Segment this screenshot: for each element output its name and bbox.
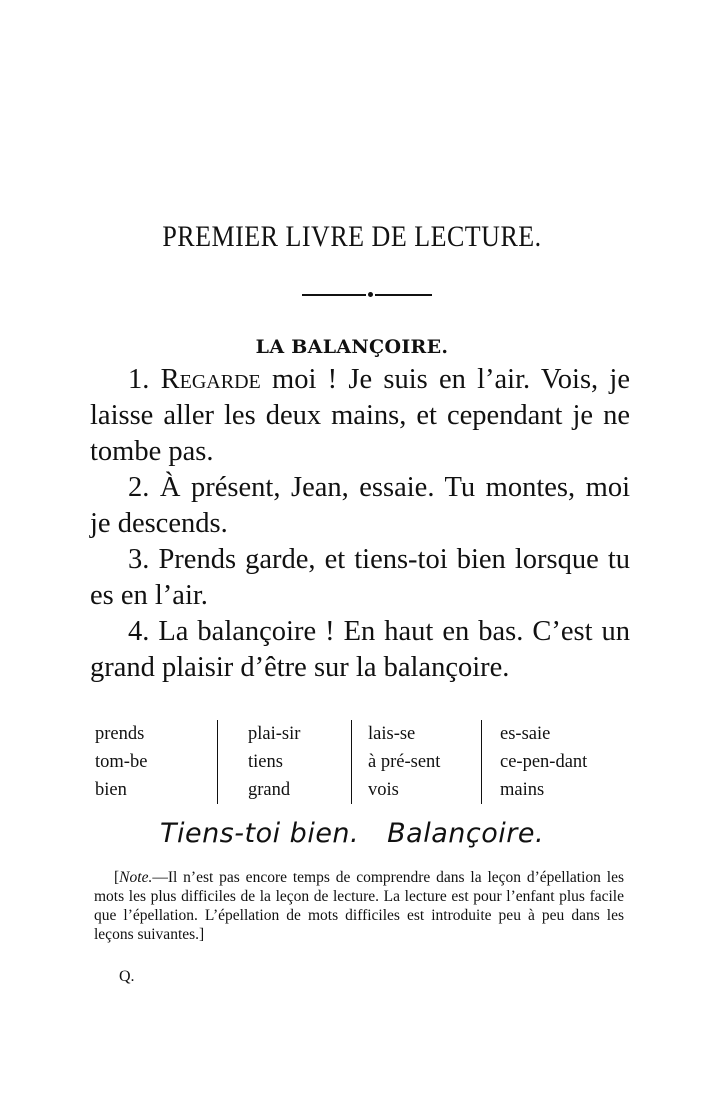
teacher-note: [Note.—Il n’est pas encore temps de comprendre dans la leçon d’épellation les mots les plus difficiles de la leçon de lecture. La lecture est pour l’enfant plus facile que l’épellation. L’épellation de mots difficiles est introduite peu à peu dans les leçons suivantes.] bbox=[94, 869, 624, 943]
script-word: Tiens-toi bien. bbox=[159, 818, 360, 849]
spelling-column-2 bbox=[217, 720, 351, 804]
paragraph-4 bbox=[90, 614, 630, 686]
ornament-dot bbox=[368, 292, 373, 297]
paragraph-lead-word: Regarde bbox=[160, 364, 261, 395]
lesson-title: LA BALANÇOIRE. bbox=[255, 336, 449, 358]
ornament-rule-right bbox=[375, 294, 432, 296]
spelling-word: bien bbox=[95, 780, 127, 800]
running-title: PREMIER LIVRE DE LECTURE. bbox=[162, 220, 542, 253]
spelling-word: es-saie bbox=[500, 724, 551, 744]
paragraph-text: Prends garde, et tiens-toi bien lorsque tu es en l’air. bbox=[90, 544, 630, 611]
signature-mark: Q. bbox=[119, 968, 135, 985]
spelling-word: plai-sir bbox=[248, 724, 301, 744]
script-word: Balançoire. bbox=[387, 818, 545, 849]
spelling-table bbox=[95, 720, 635, 804]
spelling-word: mains bbox=[500, 780, 545, 800]
script-practice-line bbox=[0, 818, 704, 849]
spelling-word: tiens bbox=[248, 752, 283, 772]
spelling-word: à pré-sent bbox=[368, 752, 441, 772]
spelling-word: grand bbox=[248, 780, 291, 800]
paragraph-text: La balançoire ! En haut en bas. C’est un grand plaisir d’être sur la balançoire. bbox=[90, 616, 630, 683]
spelling-word: vois bbox=[368, 780, 399, 800]
spelling-column-3 bbox=[351, 720, 481, 804]
spelling-column-4 bbox=[481, 720, 630, 804]
paragraph-number: 2. bbox=[128, 472, 150, 503]
spelling-word: tom-be bbox=[95, 752, 148, 772]
spelling-word: ce-pen-dant bbox=[500, 752, 588, 772]
spelling-word: prends bbox=[95, 724, 145, 744]
note-text: —Il n’est pas encore temps de comprendre dans la leçon d’épellation les mots les plus difficiles de la leçon de lecture. La lecture est pour l’enfant plus facile que l’épellation. L’épellation de mots difficiles est introduite peu à peu dans les leçons suivantes.] bbox=[94, 869, 624, 943]
paragraph-3 bbox=[90, 542, 630, 614]
ornament-rule bbox=[302, 292, 432, 298]
note-label: Note. bbox=[119, 869, 153, 886]
paragraph-text: À présent, Jean, essaie. Tu montes, moi je descends. bbox=[90, 472, 630, 539]
paragraph-2 bbox=[90, 470, 630, 542]
paragraph-text: moi ! Je suis en l’air. Vois, je laisse aller les deux mains, et cependant je ne tombe pas. bbox=[90, 364, 631, 467]
spelling-word: lais-se bbox=[368, 724, 416, 744]
paragraph-1 bbox=[90, 362, 630, 470]
spelling-column-1 bbox=[95, 720, 217, 804]
paragraph-number: 1. bbox=[128, 364, 150, 395]
ornament-rule-left bbox=[302, 294, 366, 296]
paragraph-number: 4. bbox=[128, 616, 150, 647]
paragraph-number: 3. bbox=[128, 544, 150, 575]
lesson-paragraphs bbox=[90, 362, 630, 686]
